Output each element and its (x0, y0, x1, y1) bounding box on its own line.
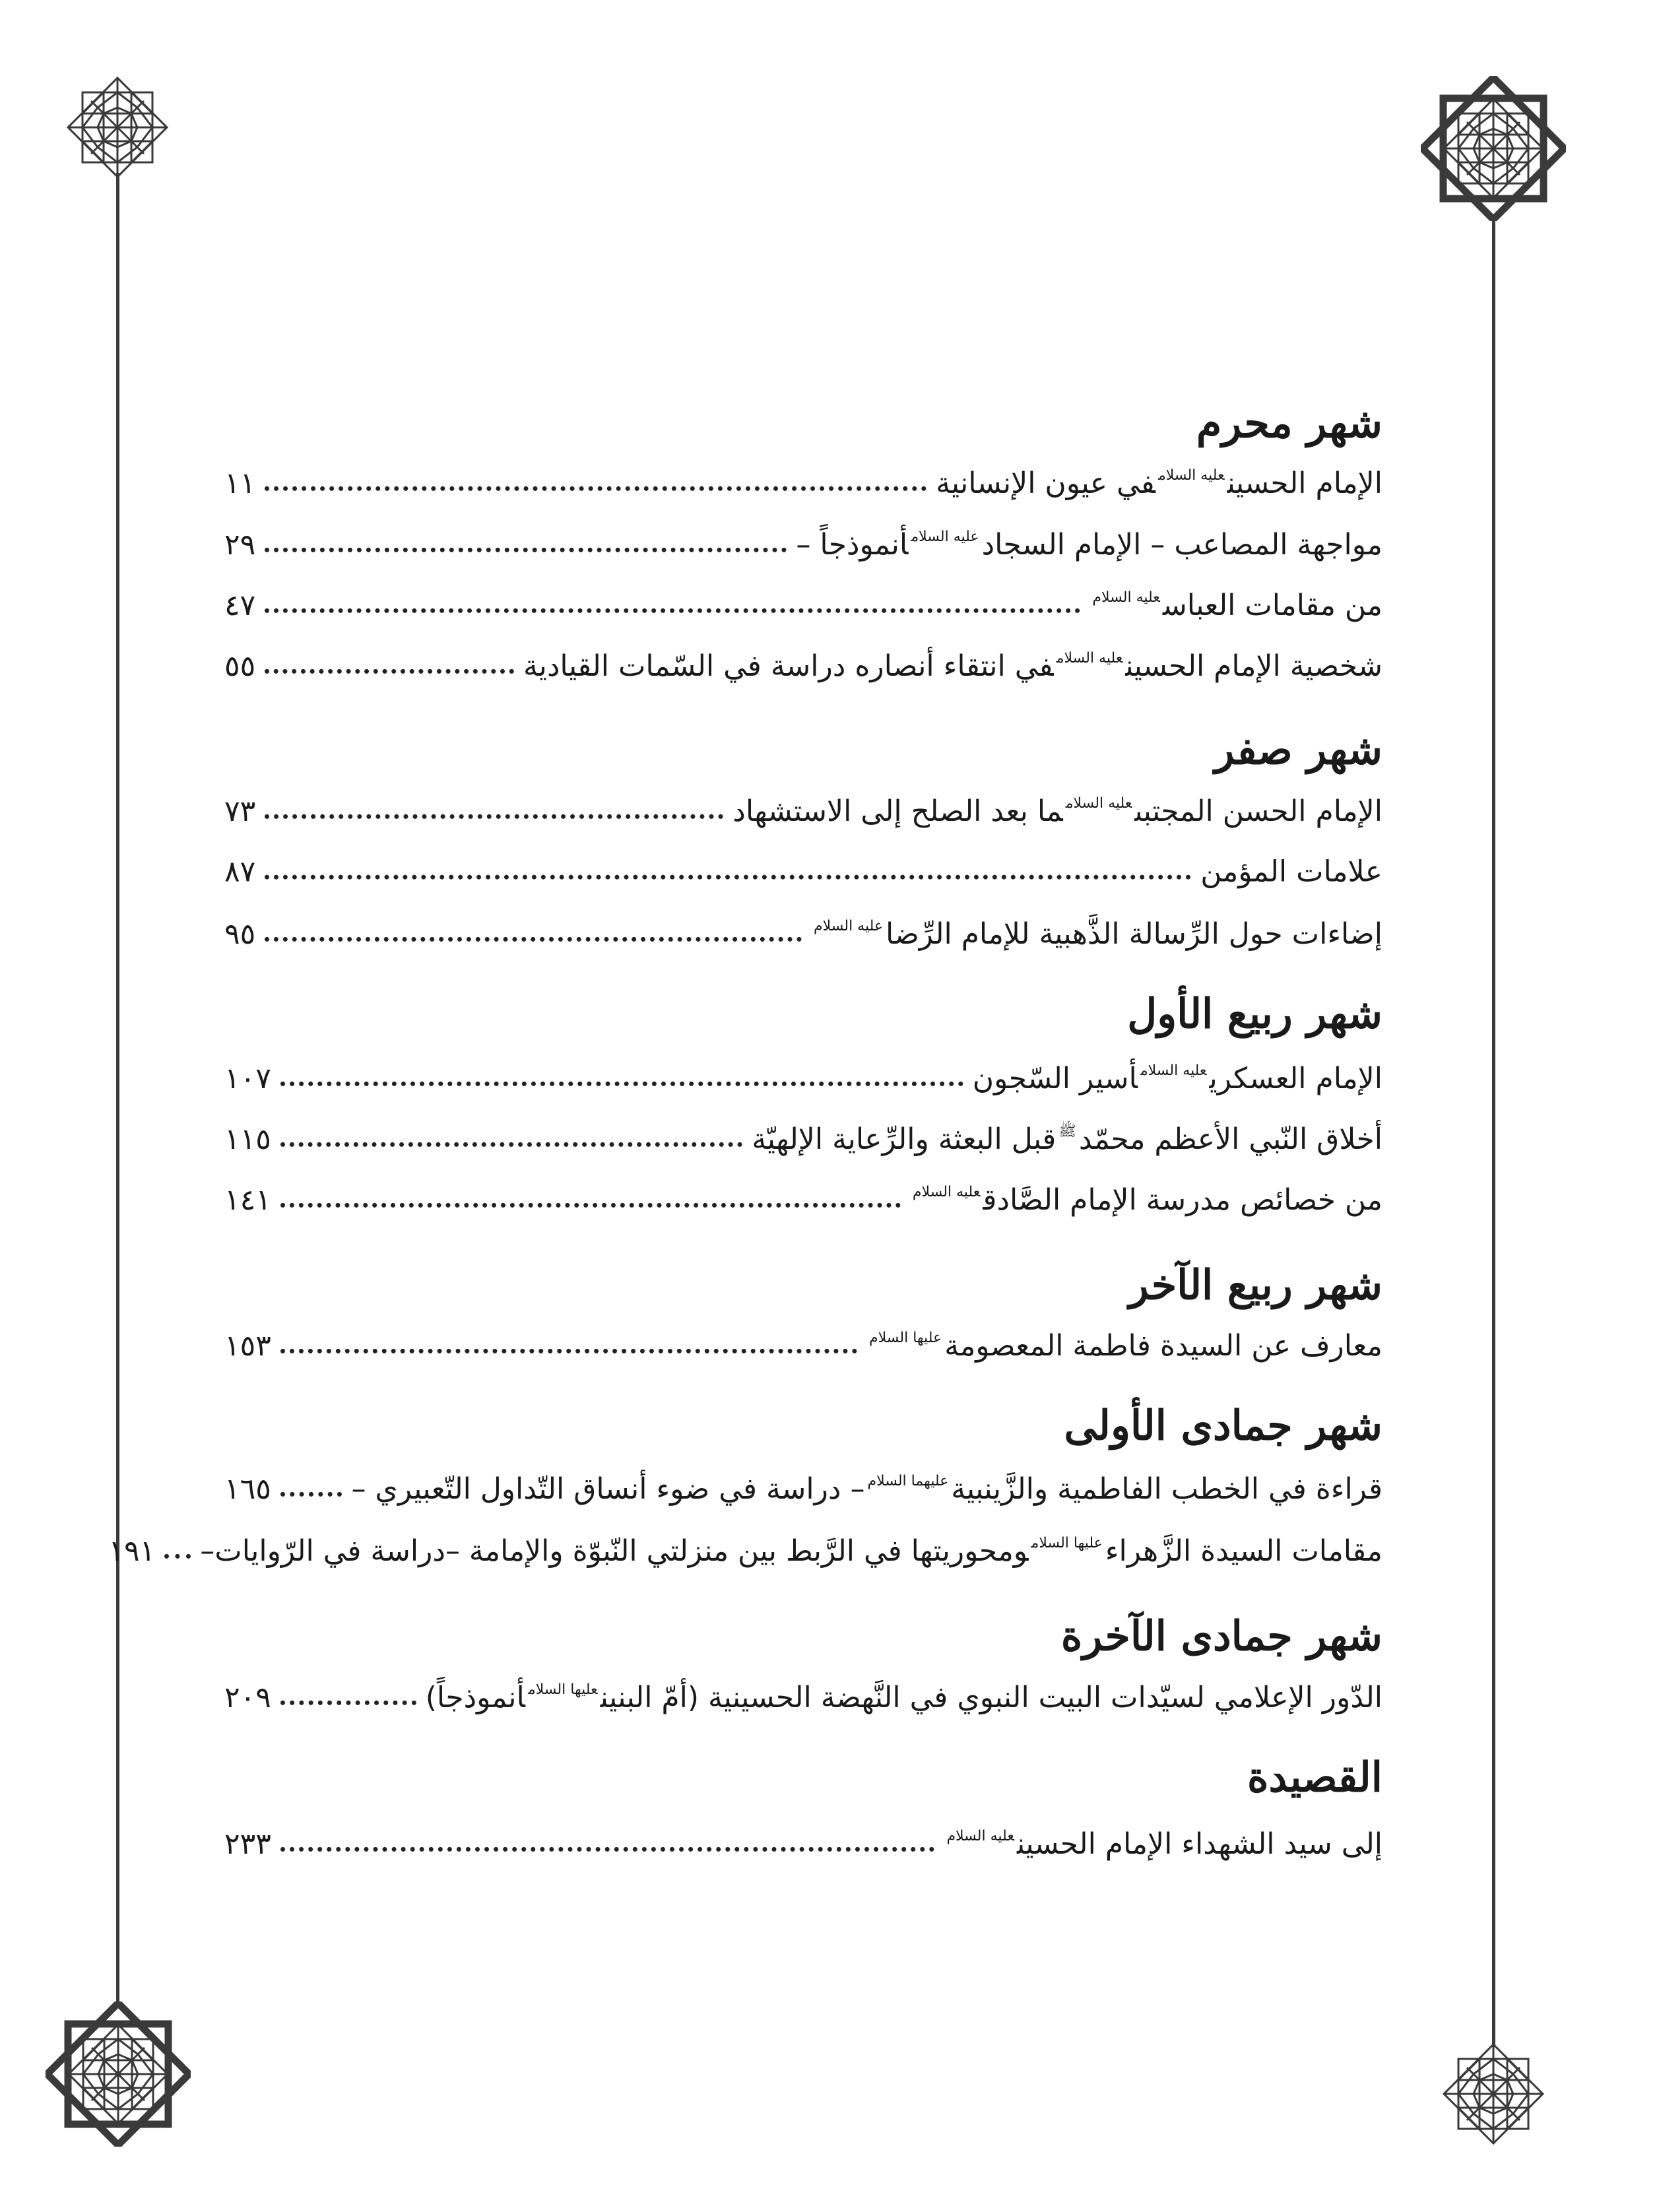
dot-leader (280, 1203, 901, 1208)
dot-leader (265, 814, 723, 819)
dot-leader (265, 875, 1191, 880)
toc-entry[interactable] (224, 855, 1382, 889)
page-number: ٩٥ (224, 917, 256, 951)
page-number: ١٩١ (108, 1534, 156, 1568)
honorific-icon: عليها السلام (869, 1329, 942, 1346)
honorific-icon: عليه السلام (1092, 589, 1160, 606)
entry-title (523, 651, 1382, 681)
honorific-icon: عليه السلام (814, 917, 884, 934)
dot-leader (280, 1349, 857, 1353)
table-of-contents (108, 0, 1382, 2212)
entry-title-text: مقامات السيدة الزَّهراء (1105, 1534, 1382, 1568)
entry-title-continuation: أنموذجاً – (796, 527, 909, 562)
toc-entry[interactable] (224, 1829, 1382, 1859)
dot-leader (265, 608, 1080, 613)
dot-leader (280, 1142, 742, 1147)
entry-title-continuation: – دراسة في ضوء أنساق التّداول التّعبيري – (351, 1472, 865, 1506)
entry-title (944, 1829, 1382, 1859)
entry-title-text: إلى سيد الشهداء الإمام الحسين (1016, 1827, 1382, 1861)
entry-title (796, 527, 1382, 562)
entry-title (351, 1474, 1382, 1504)
page-number: ٤٧ (224, 588, 256, 622)
entry-title-continuation: قبل البعثة والرِّعاية الإلهيّة (752, 1122, 1057, 1156)
section-heading: شهر صفر (1214, 725, 1382, 774)
entry-title-text: الإمام العسكري (1209, 1061, 1382, 1095)
entry-title (1090, 588, 1382, 622)
dot-leader (265, 937, 802, 942)
toc-entry[interactable] (224, 1124, 1382, 1154)
entry-title-text: من خصائص مدرسة الإمام الصَّادق (983, 1183, 1382, 1217)
entry-title-continuation: أنموذجاً) (425, 1680, 525, 1714)
entry-title-text: علامات المؤمن (1200, 855, 1382, 889)
right-border-line (1492, 216, 1495, 2047)
page-number: ١٥٣ (224, 1328, 271, 1363)
honorific-icon: عليه السلام (1065, 795, 1132, 812)
dot-leader (265, 669, 514, 674)
dot-leader (265, 548, 787, 552)
page-number: ٢٩ (224, 527, 256, 562)
honorific-icon: عليه السلام (911, 528, 979, 545)
entry-title (200, 1536, 1382, 1566)
section-heading: شهر جمادى الأولى (1064, 1401, 1382, 1450)
left-border-line (116, 173, 119, 2007)
section-heading: شهر ربيع الآخر (1128, 1260, 1382, 1309)
page-number: ١٦٥ (224, 1472, 271, 1506)
entry-title-continuation: في انتقاء أنصاره دراسة في السّمات القيادية (523, 649, 1054, 683)
page-number: ٨٧ (224, 855, 256, 889)
dot-leader (280, 1082, 963, 1086)
honorific-icon: عليه السلام (1056, 649, 1123, 667)
entry-title (866, 1328, 1382, 1363)
entry-title-text: شخصية الإمام الحسين (1125, 649, 1382, 683)
entry-title-text: قراءة في الخطب الفاطمية والزَّينبية (951, 1472, 1382, 1506)
honorific-icon: عليها السلام (1031, 1534, 1103, 1551)
entry-title-continuation: ومحوريتها في الرَّبط بين منزلتي النّبوّة والإمامة –دراسة في الرّوايات– (200, 1534, 1029, 1568)
toc-entry[interactable] (224, 466, 1382, 500)
section-heading: شهر ربيع الأول (1127, 989, 1382, 1038)
entry-title (752, 1124, 1382, 1154)
entry-title-text: الإمام الحسين (1227, 466, 1382, 500)
honorific-icon: عليهما السلام (867, 1472, 949, 1489)
page-number: ١٤١ (224, 1183, 271, 1217)
dot-leader (265, 486, 927, 491)
page-number: ٥٥ (224, 649, 256, 683)
toc-entry[interactable] (224, 794, 1382, 828)
toc-entry[interactable] (224, 1474, 1382, 1504)
entry-title-text: إضاءات حول الرِّسالة الذَّهبية للإمام الرِّضا (886, 917, 1382, 951)
toc-entry[interactable] (224, 1061, 1382, 1095)
toc-entry[interactable] (224, 651, 1382, 681)
entry-title-text: مواجهة المصاعب – الإمام السجاد (981, 527, 1382, 562)
toc-entry[interactable] (108, 1534, 1382, 1568)
honorific-icon: عليه السلام (1157, 467, 1225, 484)
page-number: ١١٥ (224, 1122, 271, 1156)
entry-title (910, 1185, 1382, 1215)
page-number: ١٠٧ (224, 1061, 271, 1095)
entry-title-text: الدّور الإعلامي لسيّدات البيت النبوي في النَّهضة الحسينية (أمّ البنين (600, 1680, 1382, 1714)
dot-leader (280, 1492, 342, 1497)
toc-entry[interactable] (224, 1328, 1382, 1363)
dot-leader (280, 1701, 416, 1705)
honorific-icon: عليه السلام (946, 1827, 1014, 1844)
star-ornament-bottom-right (1441, 2041, 1546, 2147)
page-number: ٧٣ (224, 794, 256, 828)
honorific-icon: عليه السلام (912, 1183, 981, 1200)
entry-title-text: أخلاق النّبي الأعظم محمّد (1078, 1122, 1382, 1156)
entry-title-continuation: أسير السّجون (972, 1061, 1138, 1095)
section-heading: شهر جمادى الآخرة (1060, 1611, 1382, 1660)
honorific-icon: ﷺ (1058, 1122, 1076, 1140)
framed-star-ornament-bottom-left (46, 2001, 191, 2147)
honorific-icon: عليه السلام (1140, 1062, 1207, 1079)
toc-entry[interactable] (224, 588, 1382, 622)
entry-title (732, 794, 1382, 828)
framed-star-ornament-top-right (1421, 76, 1566, 221)
entry-title (425, 1680, 1382, 1714)
honorific-icon: عليها السلام (527, 1681, 598, 1698)
page-number: ١١ (224, 466, 256, 500)
page-number: ٢٣٣ (224, 1827, 271, 1861)
entry-title-text: الإمام الحسن المجتبى (1134, 794, 1382, 828)
toc-entry[interactable] (224, 1680, 1382, 1714)
entry-title-continuation: ما بعد الصلح إلى الاستشهاد (732, 794, 1063, 828)
page-number: ٢٠٩ (224, 1680, 271, 1714)
entry-title (1200, 855, 1382, 889)
entry-title-text: من مقامات العباس (1162, 588, 1382, 622)
entry-title (972, 1061, 1382, 1095)
dot-leader (280, 1847, 935, 1852)
entry-title (936, 466, 1382, 500)
section-heading: القصيدة (1247, 1753, 1382, 1802)
entry-title-text: معارف عن السيدة فاطمة المعصومة (944, 1328, 1382, 1363)
toc-entry[interactable] (224, 1185, 1382, 1215)
star-ornament-top-left (65, 75, 170, 180)
dot-leader (164, 1554, 191, 1559)
toc-entry[interactable] (224, 919, 1382, 949)
section-heading: شهر محرم (1196, 399, 1382, 447)
entry-title-continuation: في عيون الإنسانية (936, 466, 1155, 500)
toc-entry[interactable] (224, 527, 1382, 562)
entry-title (811, 919, 1382, 949)
